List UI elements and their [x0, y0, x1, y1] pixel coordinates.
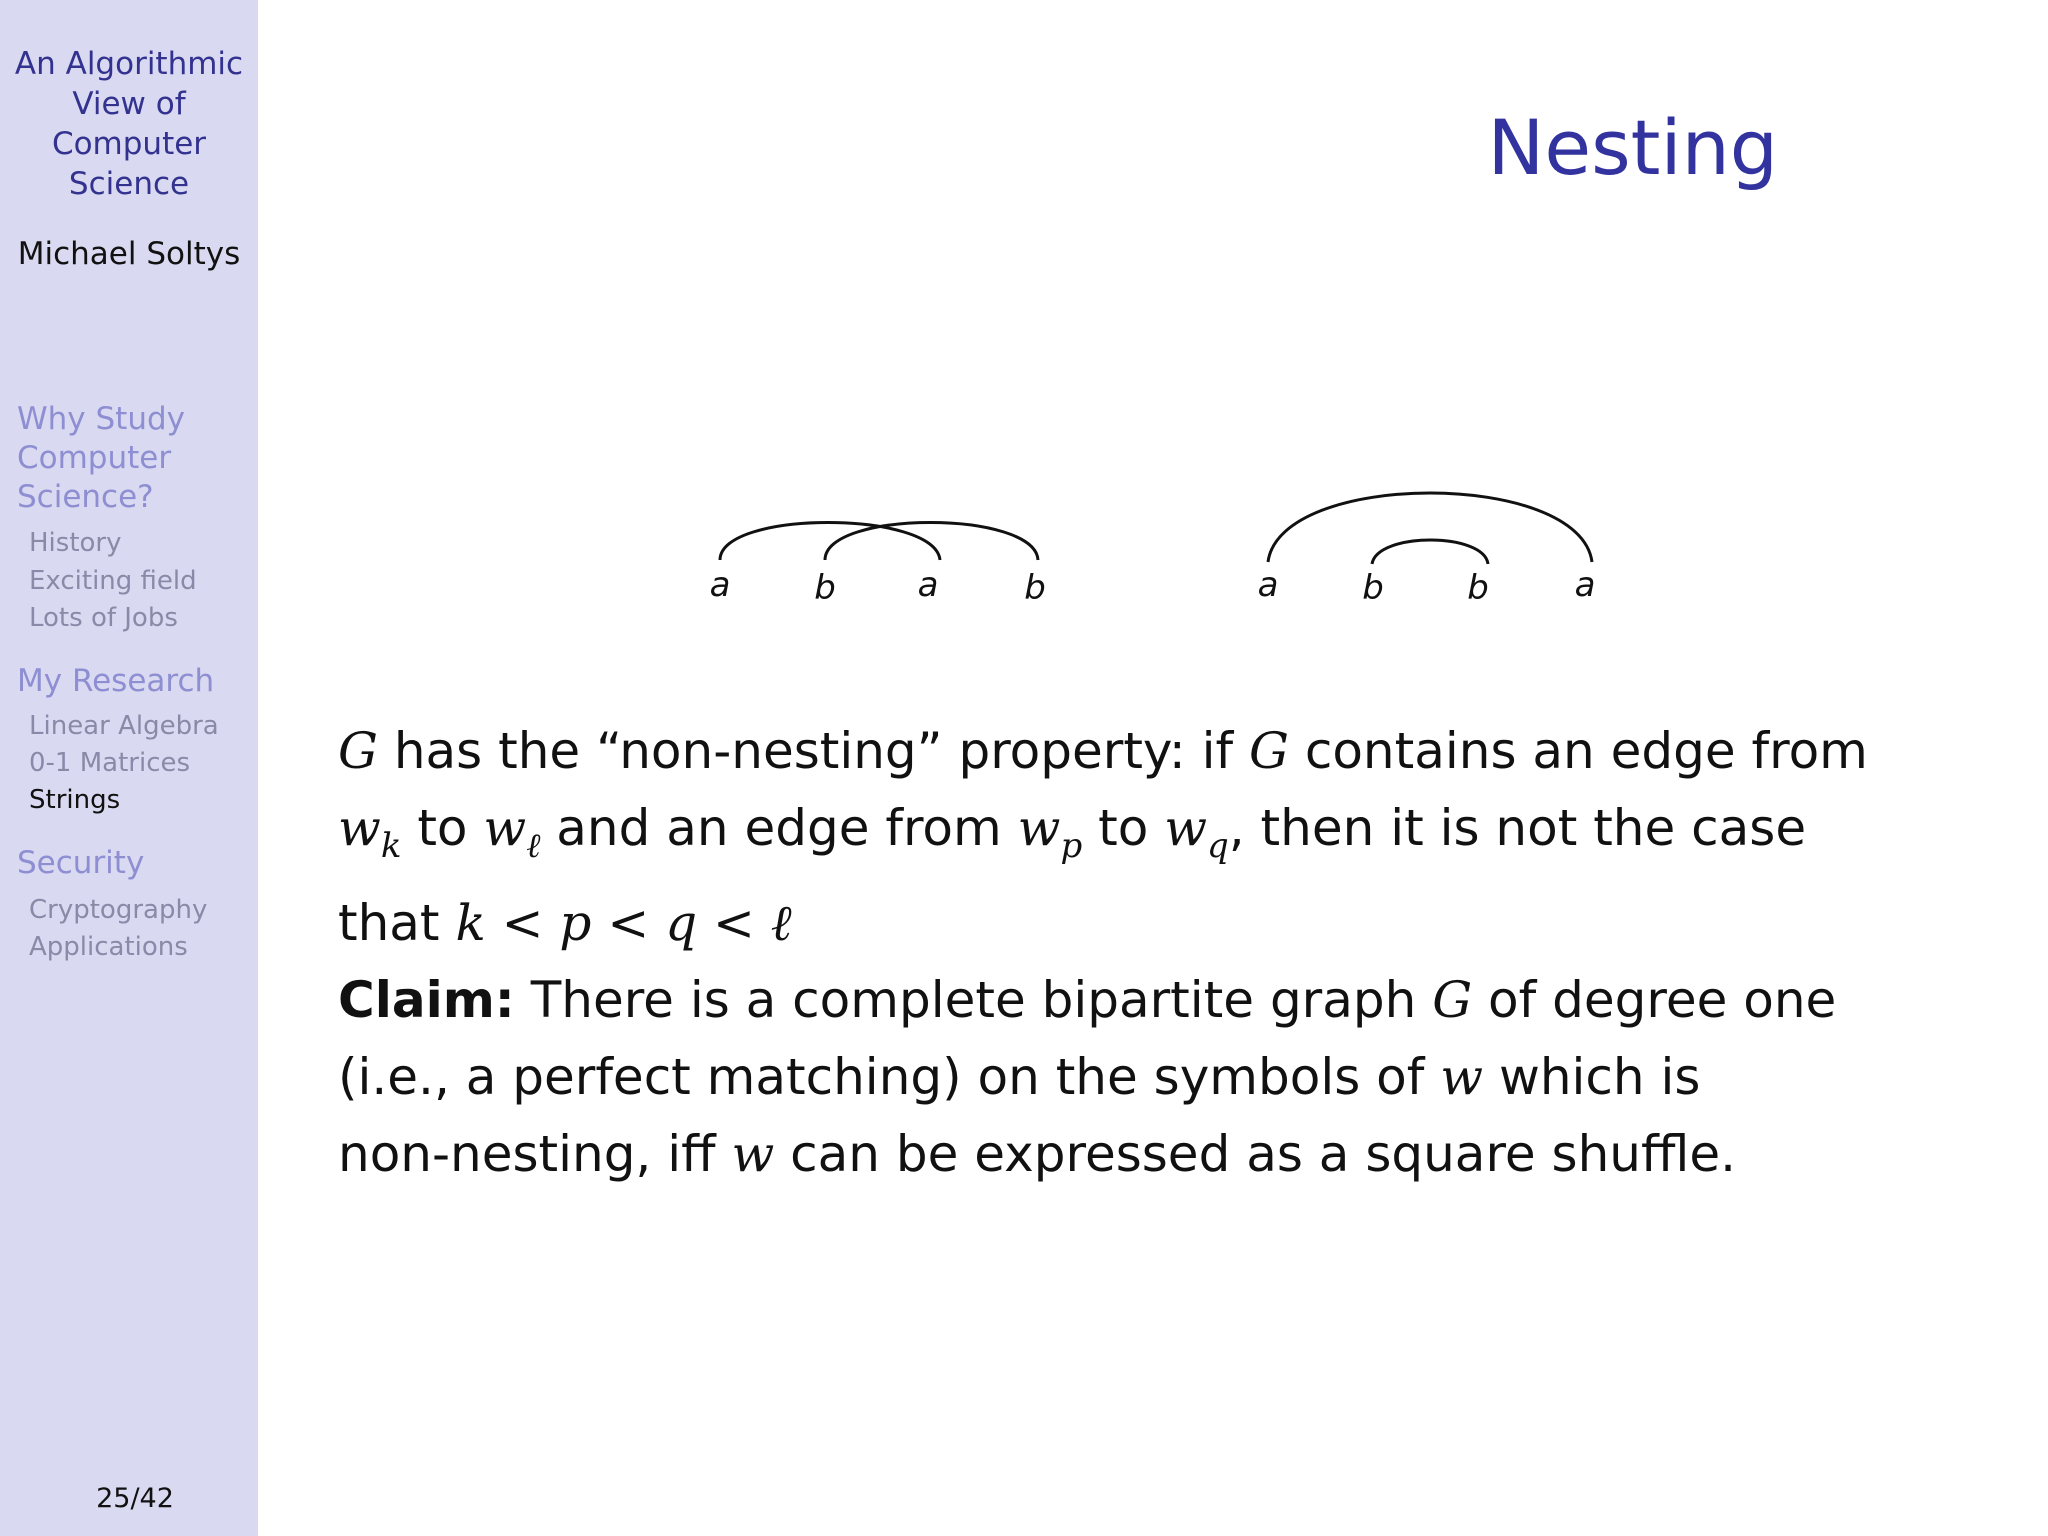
body-text-run: to: [401, 799, 484, 857]
arc-edge: [720, 523, 940, 561]
body-text-run: can be expressed as a square shuffle.: [774, 1125, 1736, 1183]
body-text-run: contains an edge from: [1288, 722, 1868, 780]
word-symbol: a: [917, 565, 939, 605]
math-symbol: G: [338, 722, 378, 780]
math-subscript: p: [1060, 826, 1083, 866]
arc-edge: [825, 523, 1038, 561]
body-text-run: has the “non-nesting” property: if: [377, 722, 1249, 780]
math-symbol: w: [1440, 1048, 1484, 1106]
body-line: [338, 713, 1998, 790]
word-symbol: a: [709, 565, 731, 605]
sidebar-item-history[interactable]: History: [29, 528, 122, 558]
body-text-run: (i.e., a perfect matching) on the symbols of: [338, 1048, 1441, 1106]
body-text-run: that: [338, 894, 456, 952]
claim-label: Claim:: [338, 971, 515, 1029]
body-text-run: There is a complete bipartite graph: [514, 971, 1433, 1029]
section-title-line: Computer: [17, 440, 172, 476]
section-title-line: Science?: [17, 479, 154, 515]
sidebar: [0, 0, 258, 1536]
body-line: [338, 1039, 1998, 1116]
section-title-line: Security: [17, 845, 145, 881]
word-symbol: b: [1362, 568, 1384, 608]
math-symbol: w: [338, 799, 381, 857]
presentation-title-line: Computer: [51, 126, 207, 162]
body-line: [338, 885, 1998, 962]
sidebar-item-strings[interactable]: Strings: [29, 785, 121, 815]
body-text-run: non-nesting, iff: [338, 1125, 732, 1183]
math-inequality: k < p < q < ℓ: [455, 894, 792, 952]
sidebar-item-exciting-field[interactable]: Exciting field: [29, 566, 197, 596]
presentation-title-line: View of: [72, 86, 186, 122]
presentation-title[interactable]: [0, 44, 258, 204]
word-symbol: a: [1257, 565, 1279, 605]
math-symbol: w: [1017, 799, 1061, 857]
math-symbol: w: [731, 1125, 775, 1183]
word-symbol: b: [1024, 568, 1046, 608]
math-symbol: G: [1432, 971, 1473, 1029]
body-text-run: which is: [1483, 1048, 1701, 1106]
math-subscript: q: [1207, 826, 1229, 866]
sidebar-section-my-research[interactable]: [17, 662, 214, 701]
body-line: [338, 1116, 1998, 1193]
arc-edge: [1372, 540, 1488, 564]
arc-edge: [1268, 493, 1592, 562]
non-nesting-example: [710, 523, 1046, 609]
author-name: Michael Soltys: [17, 236, 241, 272]
nesting-example: [1258, 493, 1596, 608]
frame-title: Nesting: [1487, 103, 1778, 192]
sidebar-section-security[interactable]: [17, 844, 144, 883]
math-subscript: ℓ: [526, 826, 541, 866]
word-symbol: b: [1467, 568, 1489, 608]
sidebar-item-lots-of-jobs[interactable]: Lots of Jobs: [29, 603, 178, 633]
presentation-title-line: An Algorithmic: [14, 46, 244, 82]
body-text-run: , then it is not the case: [1228, 799, 1807, 857]
sidebar-item-linear-algebra[interactable]: Linear Algebra: [29, 711, 219, 741]
sidebar-item-0-1-matrices[interactable]: 0-1 Matrices: [29, 748, 191, 778]
body-line: [338, 790, 1998, 885]
body-text-run: and an edge from: [540, 799, 1018, 857]
section-title-line: My Research: [17, 663, 215, 699]
presentation-title-line: Science: [68, 166, 190, 202]
slide-body: [338, 713, 1998, 1193]
math-subscript: k: [380, 826, 402, 866]
word-symbol: a: [1574, 565, 1596, 605]
word-symbol: b: [814, 568, 836, 608]
body-text-run: of degree one: [1472, 971, 1837, 1029]
body-line: [338, 962, 1998, 1039]
nesting-arc-diagram: [680, 470, 1740, 650]
section-title-line: Why Study: [17, 401, 186, 437]
sidebar-section-why-study[interactable]: [17, 400, 185, 517]
body-text-run: to: [1082, 799, 1165, 857]
sidebar-item-applications[interactable]: Applications: [29, 932, 188, 962]
math-symbol: w: [483, 799, 527, 857]
math-symbol: G: [1249, 722, 1289, 780]
page-number: 25/42: [96, 1483, 174, 1514]
sidebar-item-cryptography[interactable]: Cryptography: [29, 895, 208, 925]
math-symbol: w: [1164, 799, 1207, 857]
